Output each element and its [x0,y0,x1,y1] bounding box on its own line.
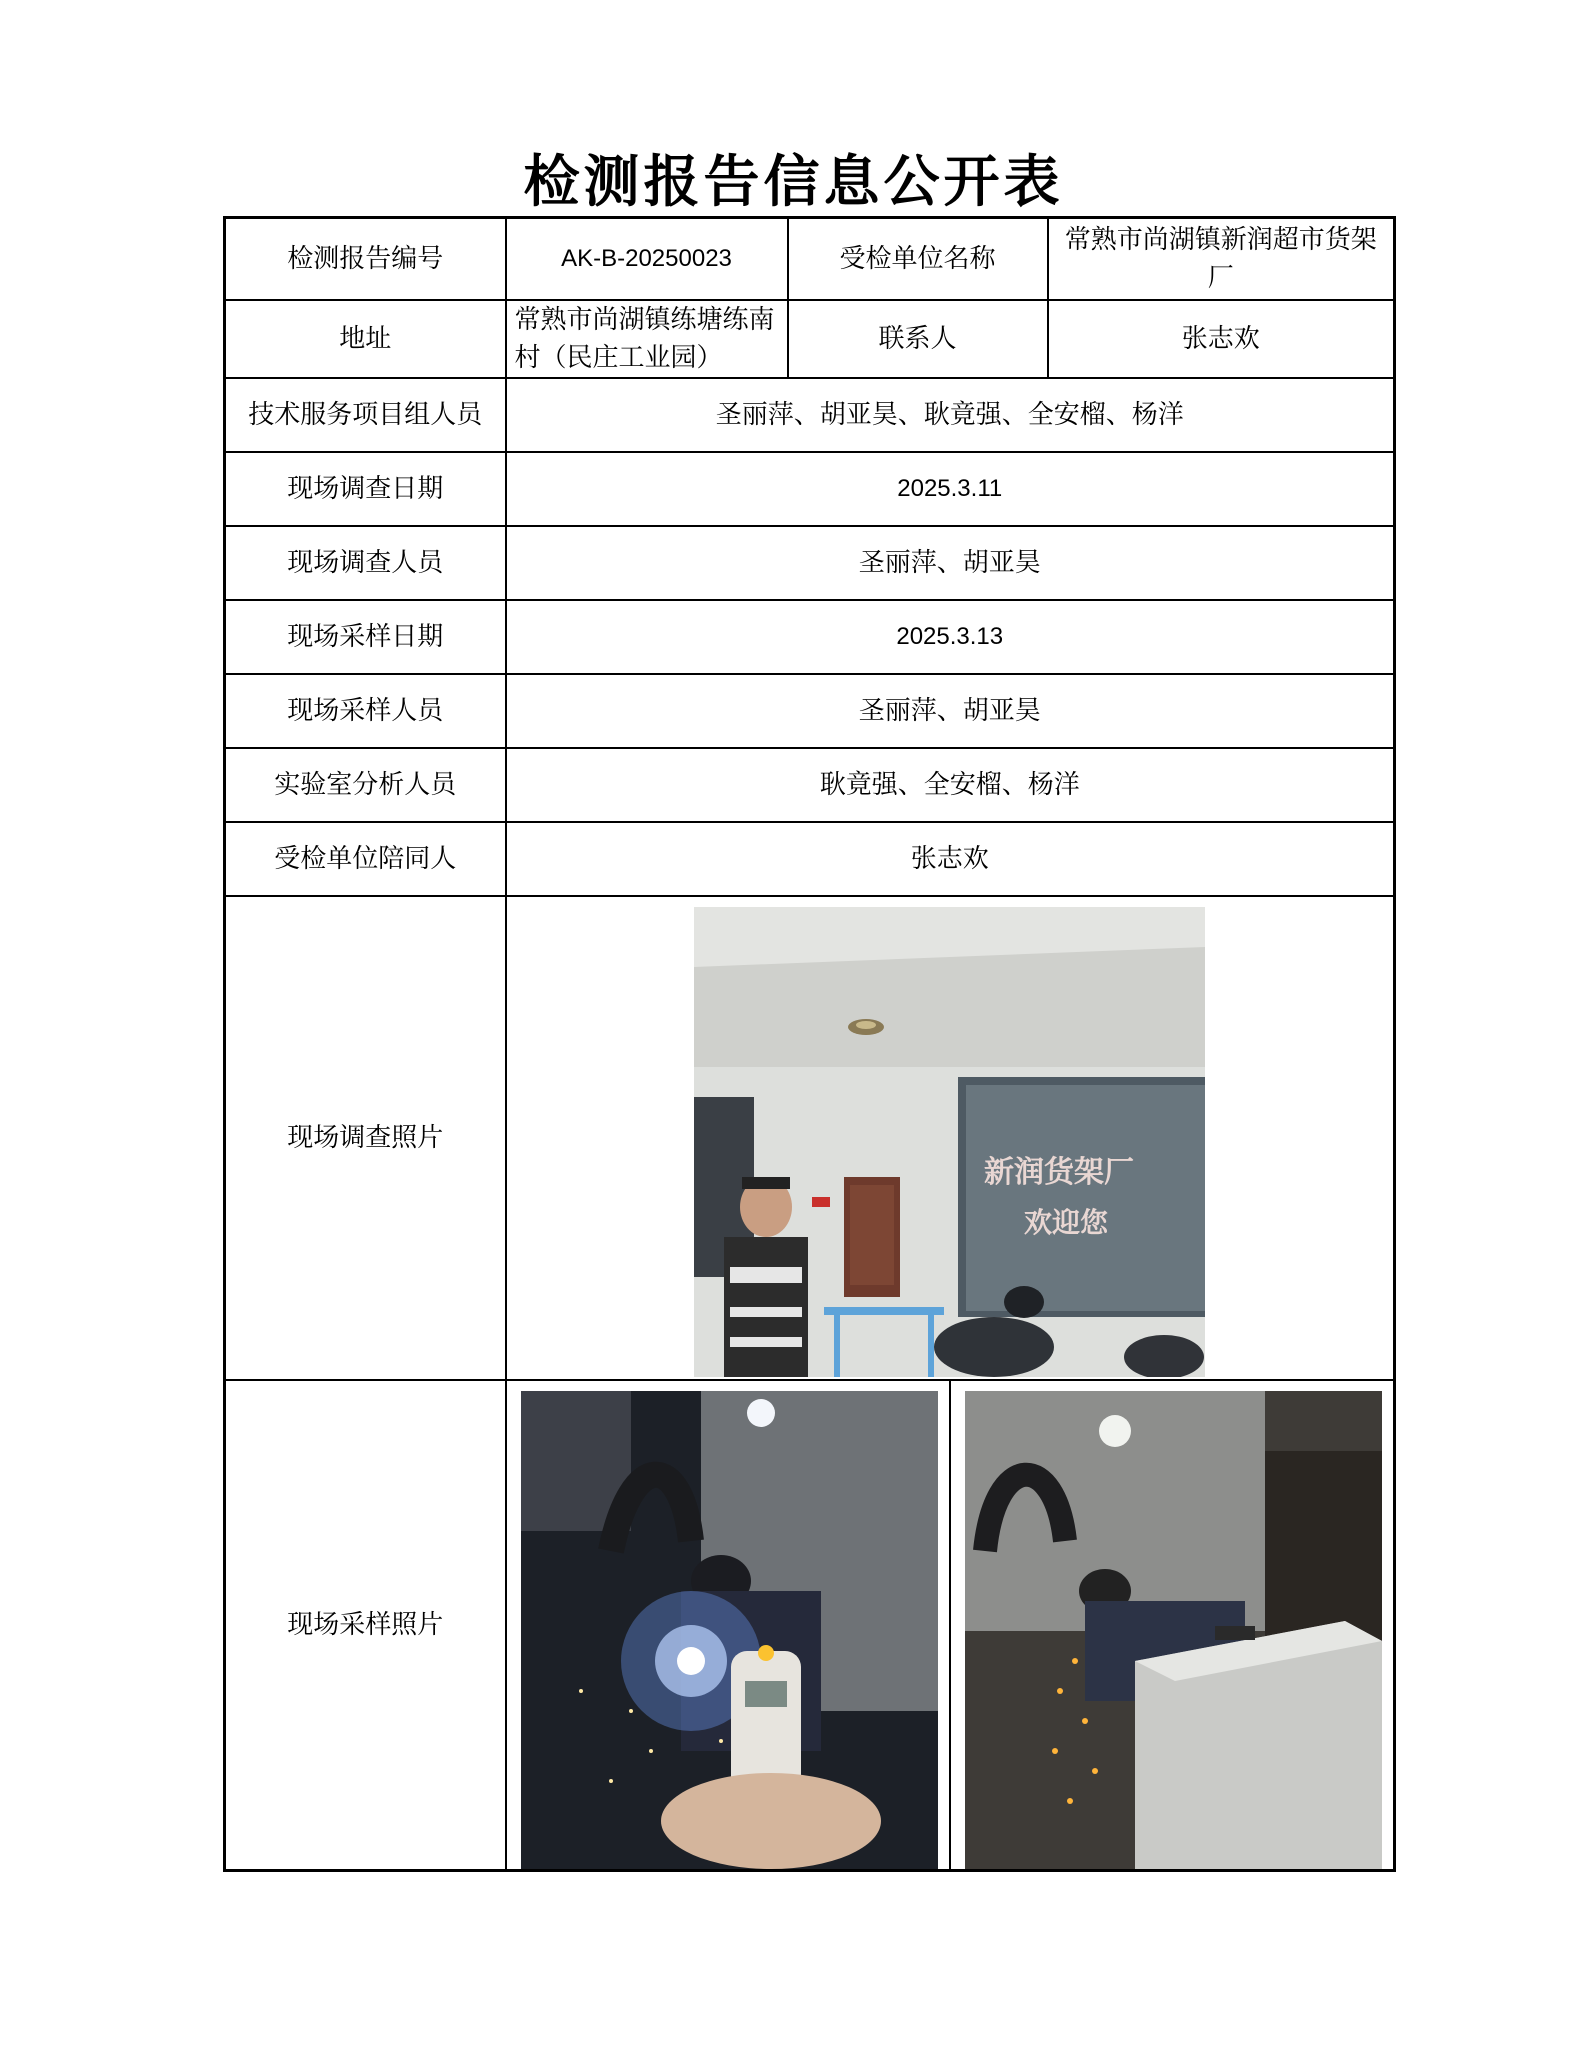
survey-staff-label: 现场调查人员 [225,526,506,600]
table-row [225,600,1395,674]
sign-line-1: 新润货架厂 [984,1154,1135,1190]
team-label: 技术服务项目组人员 [225,378,506,452]
sign-line-2: 欢迎您 [1024,1205,1109,1239]
lab-staff-label: 实验室分析人员 [225,748,506,822]
unit-name-value: 常熟市尚湖镇新润超市货架厂 [1048,218,1395,300]
table-row [225,300,1395,378]
survey-date-value: 2025.3.11 [506,452,1395,526]
table-row [225,218,1395,300]
escort-value: 张志欢 [506,822,1395,896]
sampling-staff-value: 圣丽萍、胡亚昊 [506,674,1395,748]
survey-staff-value: 圣丽萍、胡亚昊 [506,526,1395,600]
page-title: 检测报告信息公开表 [523,150,1064,215]
survey-photo [694,907,1205,1377]
team-value: 圣丽萍、胡亚昊、耿竟强、全安榴、杨洋 [506,378,1395,452]
sampling-photos [507,1381,1394,1869]
table-row [225,896,1395,1380]
table-row [225,822,1395,896]
report-number-value: AK-B-20250023 [506,218,788,300]
escort-label: 受检单位陪同人 [225,822,506,896]
address-value: 常熟市尚湖镇练塘练南村（民庄工业园） [506,300,788,378]
sampling-photo-right [949,1381,1393,1869]
sampling-photo-label: 现场采样照片 [225,1380,506,1871]
report-table [223,216,1396,1872]
table-row [225,378,1395,452]
table-row [225,674,1395,748]
grinding-photo [965,1391,1382,1869]
survey-date-label: 现场调查日期 [225,452,506,526]
sampling-date-label: 现场采样日期 [225,600,506,674]
unit-name-label: 受检单位名称 [788,218,1048,300]
survey-photo-label: 现场调查照片 [225,896,506,1380]
contact-value: 张志欢 [1048,300,1395,378]
address-label: 地址 [225,300,506,378]
sampling-photo-left [507,1381,949,1869]
sampling-staff-label: 现场采样人员 [225,674,506,748]
welding-photo [521,1391,938,1869]
report-number-label: 检测报告编号 [225,218,506,300]
lab-staff-value: 耿竟强、全安榴、杨洋 [506,748,1395,822]
contact-label: 联系人 [788,300,1048,378]
table-row [225,748,1395,822]
sampling-date-value: 2025.3.13 [506,600,1395,674]
table-row [225,526,1395,600]
table-row [225,1380,1395,1871]
table-row [225,452,1395,526]
